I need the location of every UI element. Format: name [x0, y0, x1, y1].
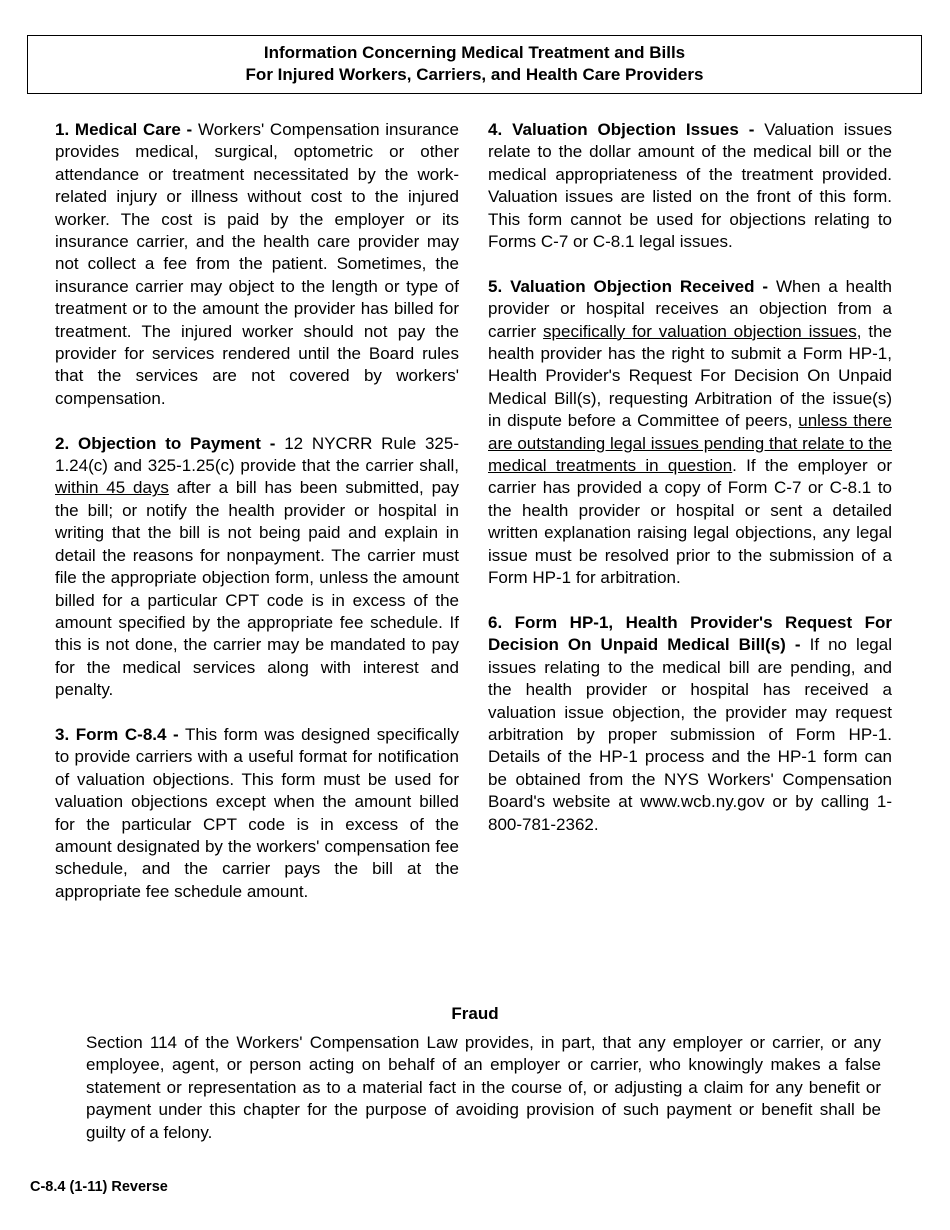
section-body: , the health provider has the right to submit a Form HP-1, Health Provider's Request For Decision On Unpaid Medical Bill(s), requesting Arbitration of the issue(s) in dispute before a Committee of peers,: [488, 321, 892, 431]
section-objection-to-payment: [55, 433, 459, 702]
section-medical-care: [55, 119, 459, 410]
section-title: 6. Form HP-1, Health Provider's Request For Decision On Unpaid Medical Bill(s) -: [488, 612, 892, 655]
section-valuation-objection-received: [488, 276, 892, 590]
fraud-heading: Fraud: [451, 1004, 499, 1023]
document-title-line-1: Information Concerning Medical Treatment and Bills: [263, 43, 686, 62]
section-form-hp1: [488, 612, 892, 836]
section-body: 12 NYCRR Rule 325-1.24(c) and 325-1.25(c) provide that the carrier shall,: [55, 433, 459, 476]
section-title: 5. Valuation Objection Received -: [488, 276, 769, 296]
section-body: Valuation issues relate to the dollar amount of the medical bill or the medical appropriateness of the treatment provided. Valuation issues are listed on the front of this form. This form cannot be used for objections relating to Forms C-7 or C-8.1 legal issues.: [488, 120, 892, 252]
underlined-text: unless there are outstanding legal issues pending that relate to the medical treatments in question: [488, 411, 892, 476]
underlined-text: within 45 days: [55, 478, 169, 498]
section-form-c84: [55, 724, 459, 903]
section-title: 1. Medical Care -: [55, 120, 193, 139]
underlined-text: specifically for valuation objection issues: [543, 321, 857, 341]
section-valuation-objection-issues: [488, 119, 892, 253]
section-body: This form was designed specifically to provide carriers with a useful format for notification of valuation objections. This form must be used for valuation objections except when the amount billed for the particular CPT code is in excess of the amount designated by the workers' compensation fee schedule, and the carrier pays the bill at the appropriate fee schedule amount.: [55, 724, 459, 901]
section-body: When a health provider or hospital receives an objection from a carrier: [488, 276, 892, 341]
fraud-paragraph: Section 114 of the Workers' Compensation Law provides, in part, that any employer or carrier, or any employee, agent, or person acting on behalf of an employer or carrier, who knowingly makes a false statement or representation as to a material fact in the course of, or adjusting a claim for any benefit or payment under this chapter for the purpose of avoiding provision of such payment or benefit shall be guilty of a felony.: [86, 1033, 881, 1142]
section-title: 4. Valuation Objection Issues -: [488, 120, 755, 139]
document-title-line-2: For Injured Workers, Carriers, and Health Care Providers: [245, 65, 704, 84]
section-body: after a bill has been submitted, pay the bill; or notify the health provider or hospital in writing that the bill is not being paid and explain in detail the reasons for nonpayment. The carrier must file the appropriate objection form, unless the amount billed for a particular CPT code is in excess of the amount specified by the appropriate fee schedule. If this is not done, the carrier may be mandated to pay for the medical services along with interest and penalty.: [55, 478, 459, 700]
document-title-box: [27, 35, 922, 94]
form-identifier: C-8.4 (1-11) Reverse: [30, 1179, 168, 1195]
left-column: [55, 119, 459, 926]
section-body: Workers' Compensation insurance provides medical, surgical, optometric or other attendance or treatment necessitated by the work-related injury or illness without cost to the injured worker. The cost is paid by the employer or its insurance carrier, and the health care provider may not collect a fee from the patient. Sometimes, the insurance carrier may object to the length or type of treatment or to the amount the provider has billed for treatment. The injured worker should not pay the provider for services rendered until the Board rules that the services are not covered by workers' compensation.: [55, 120, 459, 408]
section-body: If no legal issues relating to the medical bill are pending, and the health provider or hospital has received a valuation issue objection, the provider may request arbitration by proper submission of Form HP-1. Details of the HP-1 process and the HP-1 form can be obtained from the NYS Workers' Compensation Board's website at www.wcb.ny.gov or by calling 1-800-781-2362.: [488, 635, 892, 834]
section-body: . If the employer or carrier has provided a copy of Form C-7 or C-8.1 to the health provider or hospital or sent a detailed written explanation raising legal objections, any legal issue must be resolved prior to the submission of a Form HP-1 for arbitration.: [488, 456, 892, 588]
section-title: 3. Form C-8.4 -: [55, 724, 179, 744]
section-title: 2. Objection to Payment -: [55, 433, 276, 453]
right-column: [488, 119, 892, 858]
